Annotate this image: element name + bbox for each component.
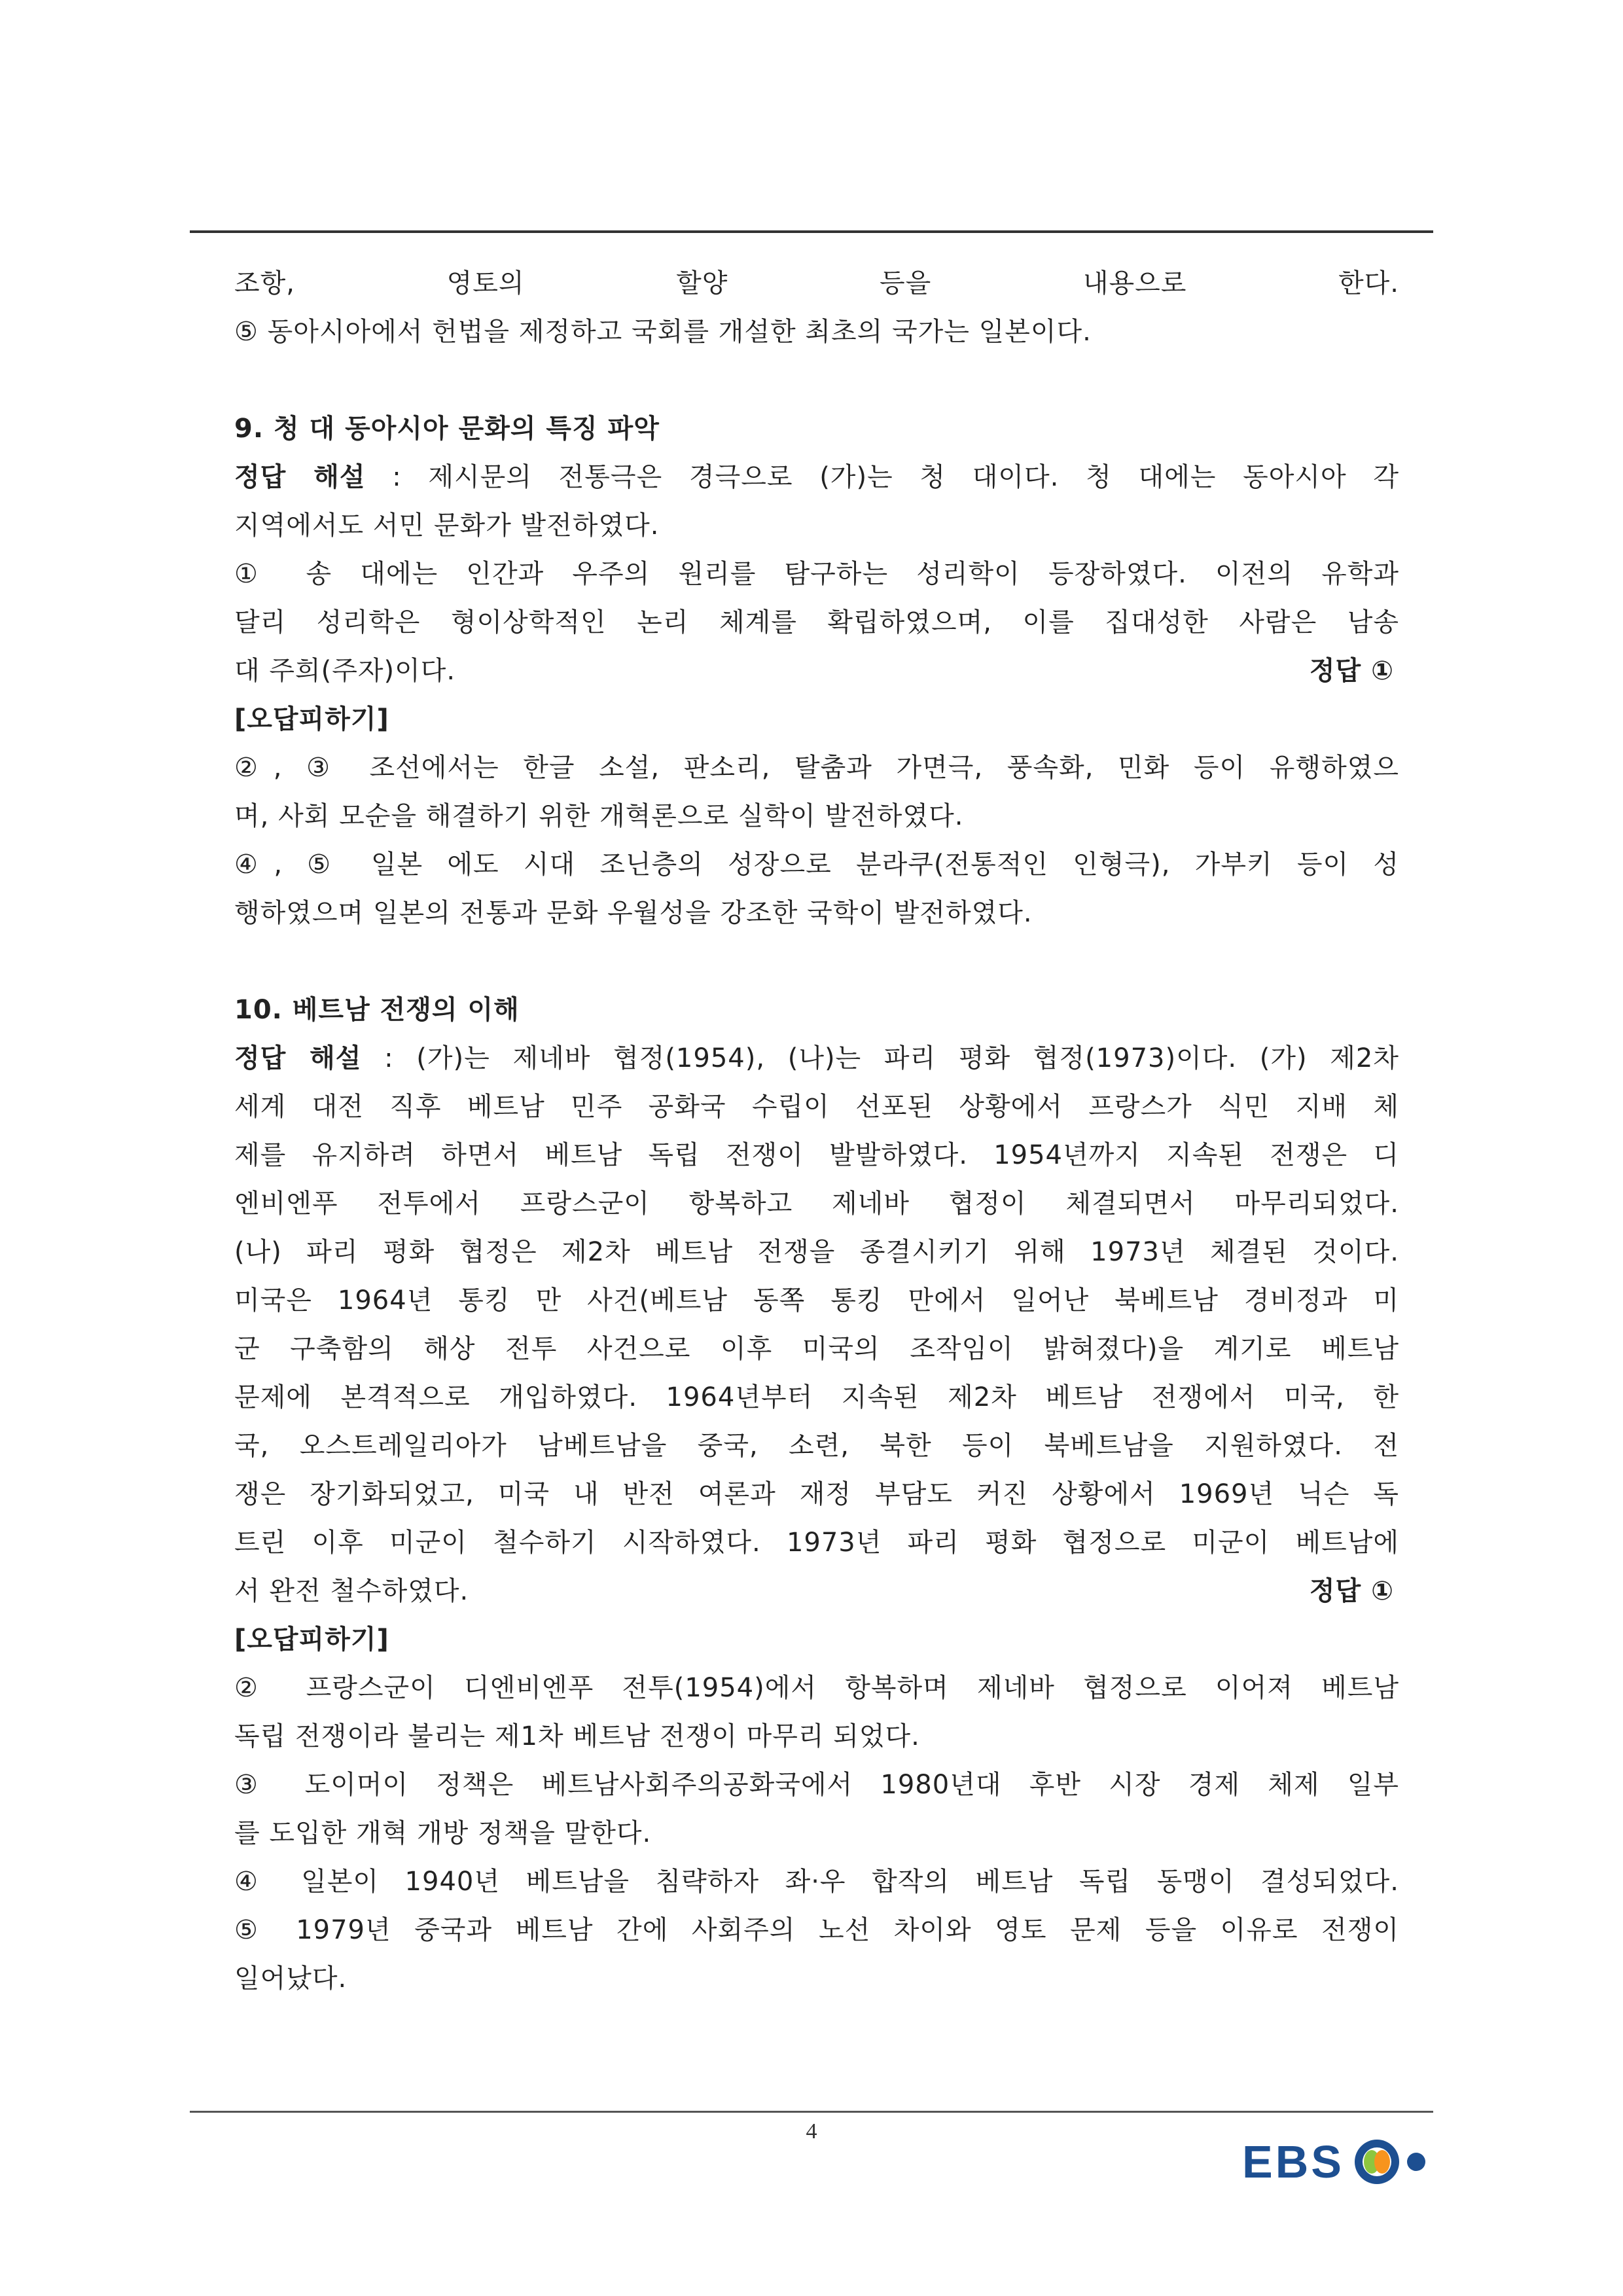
- answer-badge: 정답 ①: [1309, 656, 1394, 686]
- body-line: ① 송 대에는 인간과 우주의 원리를 탐구하는 성리학이 등장하였다. 이전의 유학과: [234, 559, 1399, 589]
- body-line: 독립 전쟁이라 불리는 제1차 베트남 전쟁이 마무리 되었다.: [234, 1721, 920, 1751]
- answer-line: [234, 1567, 1399, 1615]
- body-text: 대 주희(주자)이다.: [234, 656, 456, 686]
- body-line: 세계 대전 직후 베트남 민주 공화국 수립이 선포된 상황에서 프랑스가 식민 지배 체: [234, 1092, 1399, 1122]
- body-line: 제를 유지하려 하면서 베트남 독립 전쟁이 발발하였다. 1954년까지 지속된 전쟁은 디: [234, 1140, 1399, 1170]
- q9-explanation-first-line: [234, 453, 1399, 501]
- body-text: 서 완전 철수하였다.: [234, 1576, 469, 1606]
- body-line: 쟁은 장기화되었고, 미국 내 반전 여론과 재정 부담도 커진 상황에서 1969년 닉슨 독: [234, 1479, 1399, 1509]
- body-line: 문제에 본격적으로 개입하였다. 1964년부터 지속된 제2차 베트남 전쟁에서 미국, 한: [234, 1382, 1399, 1412]
- logo-wordmark: EBS: [1242, 2136, 1344, 2187]
- logo-dot: [1407, 2153, 1425, 2171]
- body-line: ⑤ 동아시아에서 헌법을 제정하고 국회를 개설한 최초의 국가는 일본이다.: [234, 317, 1092, 347]
- body-line: 지역에서도 서민 문화가 발전하였다.: [234, 511, 660, 541]
- ebs-logo: [1242, 2126, 1452, 2198]
- body-line: ②, ③ 조선에서는 한글 소설, 판소리, 탈춤과 가면극, 풍속화, 민화 등이 유행하였으: [234, 753, 1399, 783]
- body-line: 엔비엔푸 전투에서 프랑스군이 항복하고 제네바 협정이 체결되면서 마무리되었다.: [234, 1189, 1399, 1219]
- answer-explanation-label: 정답 해설: [234, 1043, 362, 1073]
- body-line: 국, 오스트레일리아가 남베트남을 중국, 소련, 북한 등이 북베트남을 지원하였다. 전: [234, 1431, 1399, 1461]
- ebs-circles-icon: [1351, 2136, 1429, 2188]
- body-line: 조항, 영토의 할양 등을 내용으로 한다.: [234, 268, 1399, 298]
- body-line: (나) 파리 평화 협정은 제2차 베트남 전쟁을 종결시키기 위해 1973년 체결된 것이다.: [234, 1237, 1399, 1267]
- question-10-heading: 10. 베트남 전쟁의 이해: [234, 995, 520, 1025]
- body-line: 군 구축함의 해상 전투 사건으로 이후 미국의 조작임이 밝혀졌다)을 계기로 베트남: [234, 1334, 1399, 1364]
- answer-line: [234, 647, 1399, 695]
- body-text: : (가)는 제네바 협정(1954), (나)는 파리 평화 협정(1973)이다. (가) 제2차: [361, 1043, 1399, 1073]
- body-line: 를 도입한 개혁 개방 정책을 말한다.: [234, 1818, 652, 1848]
- question-9-heading: 9. 청 대 동아시아 문화의 특징 파악: [234, 414, 660, 444]
- body-line: ② 프랑스군이 디엔비엔푸 전투(1954)에서 항복하며 제네바 협정으로 이어져 베트남: [234, 1673, 1399, 1703]
- header-rule: [190, 230, 1433, 233]
- body-line: ③ 도이머이 정책은 베트남사회주의공화국에서 1980년대 후반 시장 경제 체제 일부: [234, 1770, 1399, 1800]
- page-number: 4: [806, 2119, 817, 2144]
- document-body: [234, 259, 1399, 2003]
- body-line: ⑤ 1979년 중국과 베트남 간에 사회주의 노선 차이와 영토 문제 등을 이유로 전쟁이: [234, 1915, 1399, 1945]
- logo-orange-shape: [1374, 2150, 1390, 2174]
- body-line: 트린 이후 미군이 철수하기 시작하였다. 1973년 파리 평화 협정으로 미군이 베트남에: [234, 1528, 1399, 1558]
- body-line: 일어났다.: [234, 1964, 348, 1994]
- body-line: ④, ⑤ 일본 에도 시대 조닌층의 성장으로 분라쿠(전통적인 인형극), 가부키 등이 성: [234, 850, 1399, 880]
- wrong-answer-heading: [오답피하기]: [234, 1624, 389, 1655]
- body-line: 행하였으며 일본의 전통과 문화 우월성을 강조한 국학이 발전하였다.: [234, 898, 1033, 928]
- footer-rule: [190, 2111, 1433, 2113]
- answer-explanation-label: 정답 해설: [234, 462, 366, 492]
- q10-explanation-first-line: [234, 1034, 1399, 1083]
- answer-badge: 정답 ①: [1309, 1576, 1394, 1606]
- body-line: 며, 사회 모순을 해결하기 위한 개혁론으로 실학이 발전하였다.: [234, 801, 964, 831]
- body-line: ④ 일본이 1940년 베트남을 침략하자 좌·우 합작의 베트남 독립 동맹이 결성되었다.: [234, 1867, 1399, 1897]
- wrong-answer-heading: [오답피하기]: [234, 704, 389, 734]
- body-line: 미국은 1964년 통킹 만 사건(베트남 동쪽 통킹 만에서 일어난 북베트남 경비정과 미: [234, 1285, 1399, 1316]
- body-text: : 제시문의 전통극은 경극으로 (가)는 청 대이다. 청 대에는 동아시아 각: [365, 462, 1399, 492]
- body-line: 달리 성리학은 형이상학적인 논리 체계를 확립하였으며, 이를 집대성한 사람은 남송: [234, 607, 1399, 637]
